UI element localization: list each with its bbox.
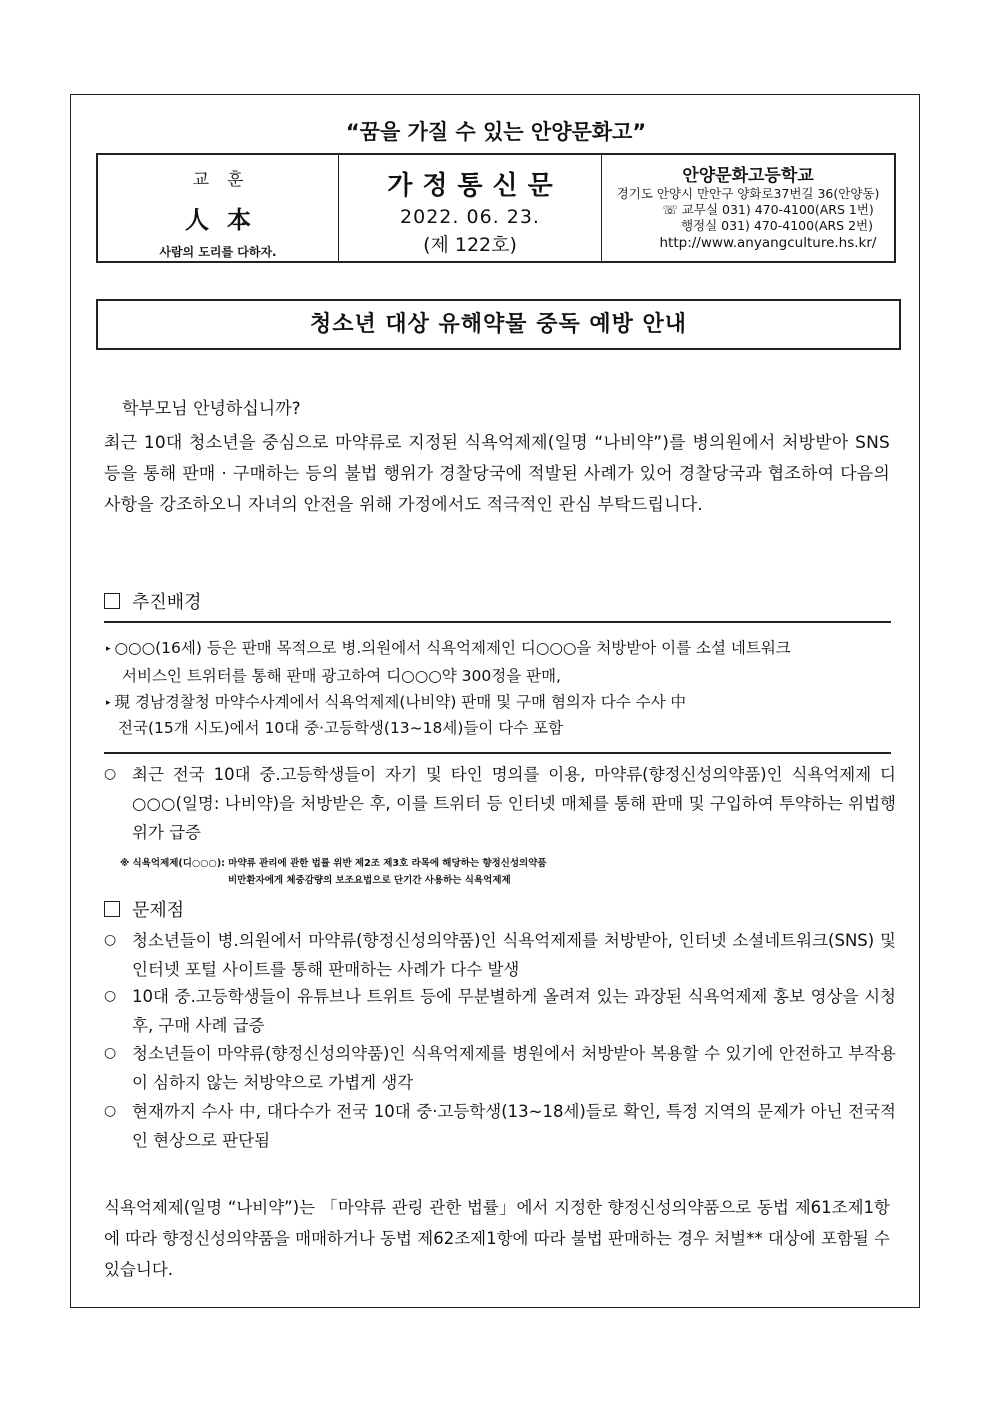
section-problems-label: 문제점 xyxy=(132,900,185,921)
divider-bottom xyxy=(104,752,891,754)
kyohun-subtitle: 사람의 도리를 다하자. xyxy=(159,245,277,259)
section-problems-heading xyxy=(104,896,184,922)
school-url[interactable]: http://www.anyangculture.hs.kr/ xyxy=(659,235,877,251)
school-address: 경기도 안양시 만안구 양화로37번길 36(안양동) xyxy=(616,186,880,201)
background-item-2-line1: 現 경남경찰청 마약수사계에서 식욕억제제(나비약) 판매 및 구매 혐의자 다수 수사 中 xyxy=(114,693,687,711)
problem-item-1-text: 청소년들이 병.의원에서 마약류(향정신성의약품)인 식욕억제제를 처방받아, 인터넷 소셜네트워크(SNS) 및 인터넷 포털 사이트를 통해 판매하는 사례가 다수 발생 xyxy=(132,931,896,979)
background-item-1 xyxy=(106,634,791,663)
checkbox-square-icon xyxy=(104,593,120,609)
kyohun-label: 교훈 xyxy=(192,170,262,190)
background-item-2-cont: 전국(15개 시도)에서 10대 중·고등학생(13~18세)들이 다수 포함 xyxy=(118,719,564,737)
circle-bullet-icon: ○ xyxy=(104,766,117,782)
closing-paragraph: 식욕억제제(일명 “나비약”)는 「마약류 관링 관한 법률」에서 지정한 향정신성의약품으로 동법 제61조제1항에 따라 향정신성의약품을 매매하거나 동법 제62조제1항에 따라 불법 판매하는 경우 처벌** 대상에 포함될 수 있습니다. xyxy=(104,1198,890,1279)
school-motto: “꿈을 가질 수 있는 안양문화고” xyxy=(345,120,647,144)
circle-bullet-icon: ○ xyxy=(104,932,117,948)
newsletter-issue: (제 122호) xyxy=(423,234,517,256)
background-item-1-cont: 서비스인 트위터를 통해 판매 광고하여 디○○○약 300정을 판매, xyxy=(122,667,561,685)
intro-paragraph: 최근 10대 청소년을 중심으로 마약류로 지정된 식욕억제제(일명 “나비약”)를 병의원에서 처방받아 SNS 등을 통해 판매 · 구매하는 등의 불법 행위가 경찰당국에 적발된 사례가 있어 경찰당국과 협조하여 다음의 사항을 강조하오니 자녀의 안전을 위해 가정에서도 적극적인 관심 부탁드립니다. xyxy=(104,433,890,515)
background-summary-text: 최근 전국 10대 중.고등학생들이 자기 및 타인 명의를 이용, 마약류(향정신성의약품)인 식욕억제제 디○○○(일명: 나비약)을 처방받은 후, 이를 트위터 등 인터넷 매체를 통해 판매 및 구입하여 투약하는 위법행위가 급증 xyxy=(132,765,896,842)
letterhead-table xyxy=(96,153,896,263)
triangle-bullet-icon: ▸ xyxy=(106,643,111,654)
problem-item-4 xyxy=(104,1097,896,1155)
problem-item-1 xyxy=(104,926,896,984)
circle-bullet-icon: ○ xyxy=(104,1103,117,1119)
school-phone-office: ☏ 교무실 031) 470-4100(ARS 1번) xyxy=(662,202,874,217)
document-title: 청소년 대상 유해약물 중독 예방 안내 xyxy=(96,299,901,350)
newsletter-title: 가정통신문 xyxy=(387,171,563,201)
school-phone-admin: 행정실 031) 470-4100(ARS 2번) xyxy=(680,218,873,233)
triangle-bullet-icon: ▸ xyxy=(106,697,111,708)
newsletter-cell xyxy=(339,155,602,261)
kyohun-value: 人本 xyxy=(185,205,269,234)
kyohun-cell xyxy=(98,155,339,261)
background-item-1-line1: ○○○(16세) 등은 판매 목적으로 병.의원에서 식욕억제제인 디○○○을 처방받아 이를 소셜 네트워크 xyxy=(114,639,791,657)
circle-bullet-icon: ○ xyxy=(104,1045,117,1061)
newsletter-date: 2022. 06. 23. xyxy=(400,206,540,228)
problem-item-4-text: 현재까지 수사 中, 대다수가 전국 10대 중·고등학생(13~18세)들로 확인, 특정 지역의 문제가 아닌 전국적인 현상으로 판단됨 xyxy=(132,1102,896,1150)
problem-item-2-text: 10대 중.고등학생들이 유튜브나 트위트 등에 무분별하게 올려져 있는 과장된 식욕억제제 홍보 영상을 시청 후, 구매 사례 급증 xyxy=(132,987,896,1035)
section-background-heading xyxy=(104,588,202,614)
footnote-line1: ※ 식욕억제제(디○○○): 마약류 관리에 관한 법률 위반 제2조 제3호 라목에 해당하는 향정신성의약품 xyxy=(120,858,547,869)
school-info-cell xyxy=(602,155,894,261)
problem-item-3-text: 청소년들이 마약류(향정신성의약품)인 식욕억제제를 병원에서 처방받아 복용할 수 있기에 안전하고 부작용이 심하지 않는 처방약으로 가볍게 생각 xyxy=(132,1044,896,1092)
problem-item-2 xyxy=(104,982,896,1040)
circle-bullet-icon: ○ xyxy=(104,988,117,1004)
greeting: 학부모님 안녕하십니까? xyxy=(122,399,301,419)
section-background-label: 추진배경 xyxy=(132,592,202,613)
school-name: 안양문화고등학교 xyxy=(682,166,814,186)
background-summary xyxy=(104,760,896,847)
divider-top xyxy=(104,621,891,623)
background-item-2 xyxy=(106,688,686,717)
problem-item-3 xyxy=(104,1039,896,1097)
checkbox-square-icon xyxy=(104,901,120,917)
footnote-line2: 비만환자에게 체중감량의 보조요법으로 단기간 사용하는 식욕억제제 xyxy=(228,875,511,886)
